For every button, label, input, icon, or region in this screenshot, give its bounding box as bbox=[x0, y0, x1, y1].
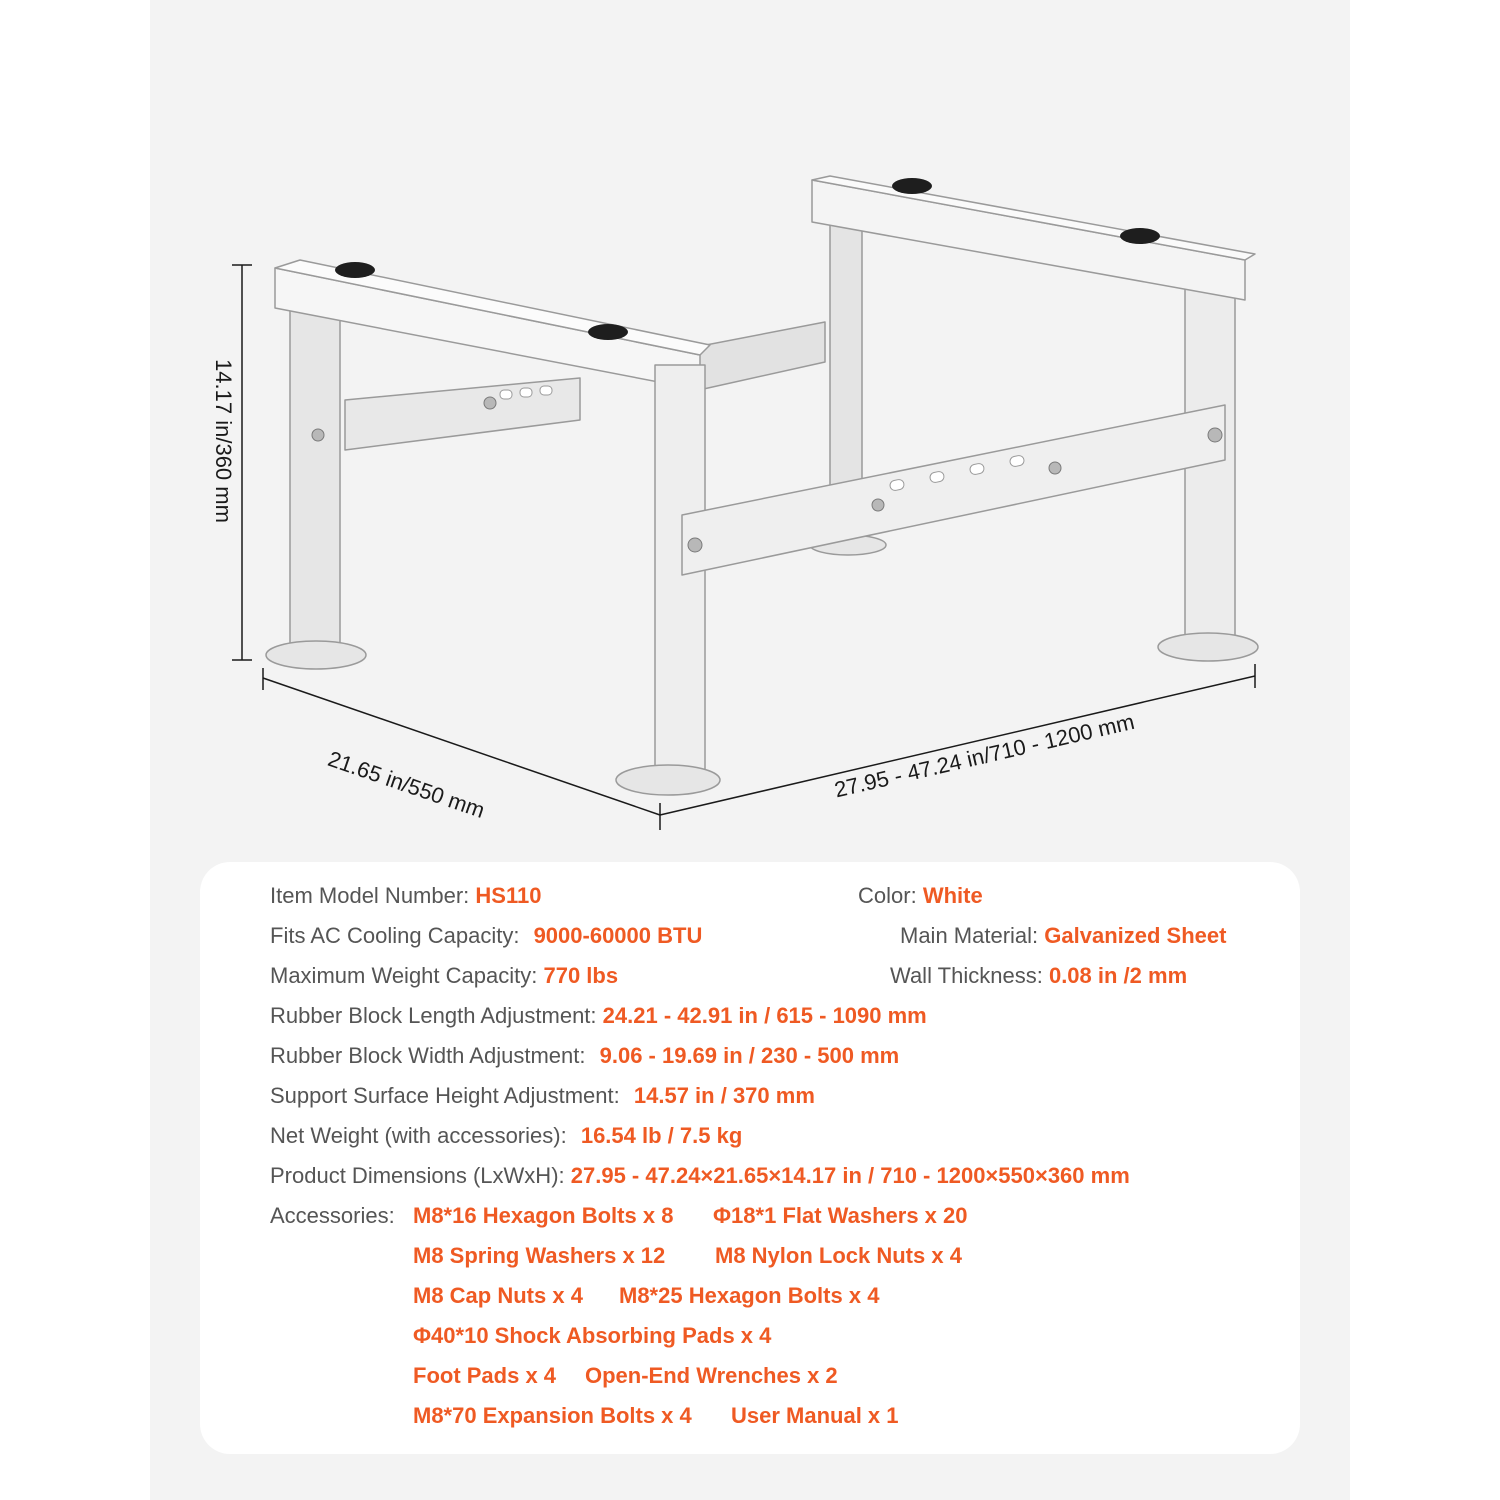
spec-value: 24.21 - 42.91 in / 615 - 1090 mm bbox=[602, 1003, 927, 1028]
spec-label: Accessories: bbox=[270, 1203, 395, 1228]
spec-value: Galvanized Sheet bbox=[1044, 923, 1227, 948]
spec-label: Product Dimensions (LxWxH): bbox=[270, 1163, 565, 1188]
spec-value: HS110 bbox=[475, 883, 542, 908]
spec-value: 14.57 in / 370 mm bbox=[633, 1083, 815, 1108]
accessory-item: User Manual x 1 bbox=[731, 1403, 899, 1428]
accessory-item: M8*16 Hexagon Bolts x 8 bbox=[413, 1203, 674, 1228]
spec-label: Maximum Weight Capacity: bbox=[270, 963, 538, 988]
spec-label: Net Weight (with accessories): bbox=[270, 1123, 567, 1148]
accessory-item: Φ40*10 Shock Absorbing Pads x 4 bbox=[413, 1323, 772, 1348]
spec-value: 0.08 in /2 mm bbox=[1048, 963, 1188, 988]
spec-label: Main Material: bbox=[900, 923, 1039, 948]
length-dimension-label: 27.95 - 47.24 in/710 - 1200 mm bbox=[832, 708, 1137, 803]
spec-material bbox=[900, 923, 1226, 949]
accessory-item: M8*70 Expansion Bolts x 4 bbox=[413, 1403, 692, 1428]
accessory-item: M8 Cap Nuts x 4 bbox=[413, 1283, 583, 1308]
spec-value: 9.06 - 19.69 in / 230 - 500 mm bbox=[599, 1043, 900, 1068]
spec-capacity bbox=[270, 923, 702, 949]
spec-value: 770 lbs bbox=[543, 963, 619, 988]
accessories-label bbox=[270, 1203, 395, 1229]
spec-wall-thickness bbox=[890, 963, 1187, 989]
spec-value: White bbox=[922, 883, 983, 908]
height-dimension-label: 14.17 in/360 mm bbox=[211, 359, 236, 523]
spec-label: Item Model Number: bbox=[270, 883, 470, 908]
spec-model bbox=[270, 883, 541, 909]
accessory-item: M8 Spring Washers x 12 bbox=[413, 1243, 666, 1268]
accessory-item: Φ18*1 Flat Washers x 20 bbox=[713, 1203, 968, 1228]
spec-max-weight bbox=[270, 963, 618, 989]
spec-label: Rubber Block Width Adjustment: bbox=[270, 1043, 586, 1068]
spec-value: 27.95 - 47.24×21.65×14.17 in / 710 - 1200×550×360 mm bbox=[570, 1163, 1130, 1188]
spec-value: 16.54 lb / 7.5 kg bbox=[580, 1123, 743, 1148]
spec-block-length bbox=[270, 1003, 927, 1029]
spec-label: Rubber Block Length Adjustment: bbox=[270, 1003, 597, 1028]
accessory-item: Open-End Wrenches x 2 bbox=[585, 1363, 838, 1388]
spec-label: Color: bbox=[858, 883, 917, 908]
accessory-item: Foot Pads x 4 bbox=[413, 1363, 557, 1388]
spec-block-width bbox=[270, 1043, 899, 1069]
spec-value: 9000-60000 BTU bbox=[533, 923, 703, 948]
spec-color bbox=[858, 883, 983, 909]
accessory-item: M8 Nylon Lock Nuts x 4 bbox=[715, 1243, 962, 1268]
spec-net-weight bbox=[270, 1123, 742, 1149]
spec-label: Fits AC Cooling Capacity: bbox=[270, 923, 520, 948]
spec-surface-height bbox=[270, 1083, 815, 1109]
spec-label: Wall Thickness: bbox=[890, 963, 1043, 988]
spec-label: Support Surface Height Adjustment: bbox=[270, 1083, 620, 1108]
spec-dimensions bbox=[270, 1163, 1130, 1189]
accessory-item: M8*25 Hexagon Bolts x 4 bbox=[619, 1283, 880, 1308]
depth-dimension-label: 21.65 in/550 mm bbox=[324, 746, 488, 823]
